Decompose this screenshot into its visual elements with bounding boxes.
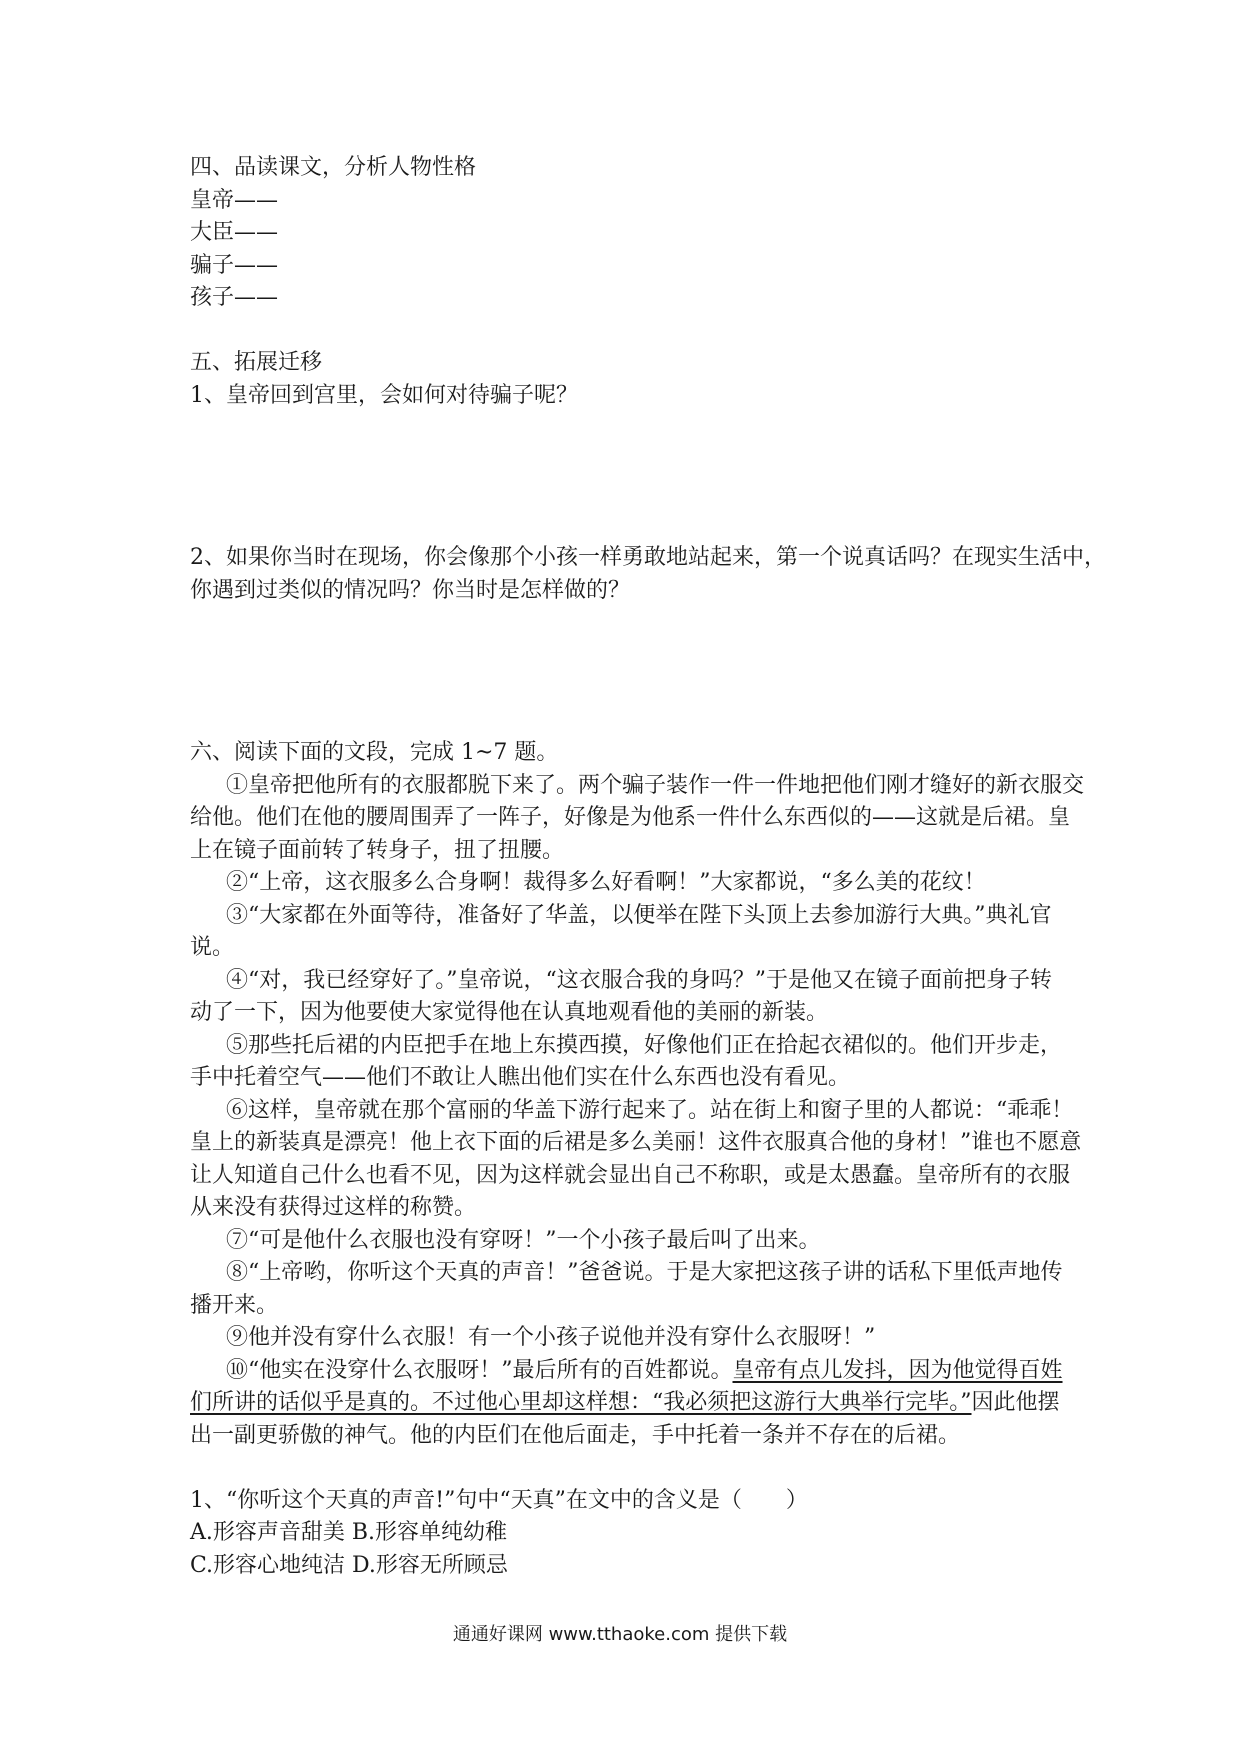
- passage-paragraph-10-line2: [190, 1387, 1060, 1419]
- passage-line: ②“上帝，这衣服多么合身啊！裁得多么好看啊！”大家都说，“多么美的花纹！: [226, 870, 986, 895]
- question-1-stem: 1、“你听这个天真的声音!”句中“天真”在文中的含义是（ ）: [190, 1488, 808, 1513]
- passage-line: 给他。他们在他的腰周围弄了一阵子，好像是为他系一件什么东西似的——这就是后裙。皇: [190, 805, 1071, 830]
- section4-title: 四、品读课文，分析人物性格: [190, 155, 477, 180]
- passage-line: 上在镜子面前转了转身子，扭了扭腰。: [190, 838, 565, 863]
- character-item-emperor: 皇帝——: [190, 188, 279, 213]
- passage-paragraph-10-line3: 出一副更骄傲的神气。他的内臣们在他后面走，手中托着一条并不存在的后裙。: [190, 1423, 961, 1448]
- passage-text: 因此他摆: [971, 1390, 1060, 1415]
- passage-line: 从来没有获得过这样的称赞。: [190, 1195, 477, 1220]
- passage-line: ⑦“可是他什么衣服也没有穿呀！”一个小孩子最后叫了出来。: [226, 1228, 821, 1253]
- passage-line: 说。: [190, 935, 235, 960]
- passage-line: 皇上的新装真是漂亮！他上衣下面的后裙是多么美丽！这件衣服真合他的身材！”谁也不愿意: [190, 1130, 1082, 1155]
- passage-line: ⑧“上帝哟，你听这个天真的声音！”爸爸说。于是大家把这孩子讲的话私下里低声地传: [226, 1260, 1063, 1285]
- question-2-line2: 你遇到过类似的情况吗？你当时是怎样做的？: [190, 578, 631, 603]
- passage-line: 让人知道自己什么也看不见，因为这样就会显出自己不称职，或是太愚蠢。皇帝所有的衣服: [190, 1163, 1071, 1188]
- underlined-sentence: 们所讲的话似乎是真的。不过他心里却这样想：“我必须把这游行大典举行完毕。”: [190, 1390, 972, 1415]
- passage-text: ⑩“他实在没穿什么衣服呀！”最后所有的百姓都说。: [226, 1358, 733, 1383]
- passage-line: 播开来。: [190, 1293, 279, 1318]
- passage-line: ⑨他并没有穿什么衣服！有一个小孩子说他并没有穿什么衣服呀！”: [226, 1325, 876, 1350]
- passage-line: 动了一下，因为他要使大家觉得他在认真地观看他的美丽的新装。: [190, 1000, 829, 1025]
- underlined-sentence: 皇帝有点儿发抖，因为他觉得百姓: [732, 1358, 1063, 1383]
- question-1-extension: 1、皇帝回到宫里，会如何对待骗子呢？: [190, 383, 578, 408]
- question-1-options-ab: A.形容声音甜美 B.形容单纯幼稚: [190, 1520, 508, 1545]
- page-footer: 通通好课网 www.tthaoke.com 提供下载: [452, 1624, 788, 1645]
- passage-line: ③“大家都在外面等待，准备好了华盖，以便举在陛下头顶上去参加游行大典。”典礼官: [226, 903, 1052, 928]
- character-item-swindler: 骗子——: [190, 253, 279, 278]
- question-1-options-cd: C.形容心地纯洁 D.形容无所顾忌: [190, 1553, 508, 1578]
- passage-paragraph-10-line1: [226, 1355, 1063, 1387]
- section5-title: 五、拓展迁移: [190, 350, 323, 375]
- passage-line: ④“对，我已经穿好了。”皇帝说，“这衣服合我的身吗？”于是他又在镜子面前把身子转: [226, 968, 1052, 993]
- character-item-minister: 大臣——: [190, 220, 279, 245]
- passage-line: ①皇帝把他所有的衣服都脱下来了。两个骗子装作一件一件地把他们刚才缝好的新衣服交: [226, 773, 1085, 798]
- character-item-child: 孩子——: [190, 285, 279, 310]
- section6-title: 六、阅读下面的文段，完成 1~7 题。: [190, 740, 559, 765]
- passage-line: 手中托着空气——他们不敢让人瞧出他们实在什么东西也没有看见。: [190, 1065, 851, 1090]
- question-2-line1: 2、如果你当时在现场，你会像那个小孩一样勇敢地站起来，第一个说真话吗？在现实生活中，: [190, 545, 1107, 570]
- passage-line: ⑥这样，皇帝就在那个富丽的华盖下游行起来了。站在街上和窗子里的人都说：“乖乖！: [226, 1098, 1074, 1123]
- passage-line: ⑤那些托后裙的内臣把手在地上东摸西摸，好像他们正在拾起衣裙似的。他们开步走，: [226, 1033, 1063, 1058]
